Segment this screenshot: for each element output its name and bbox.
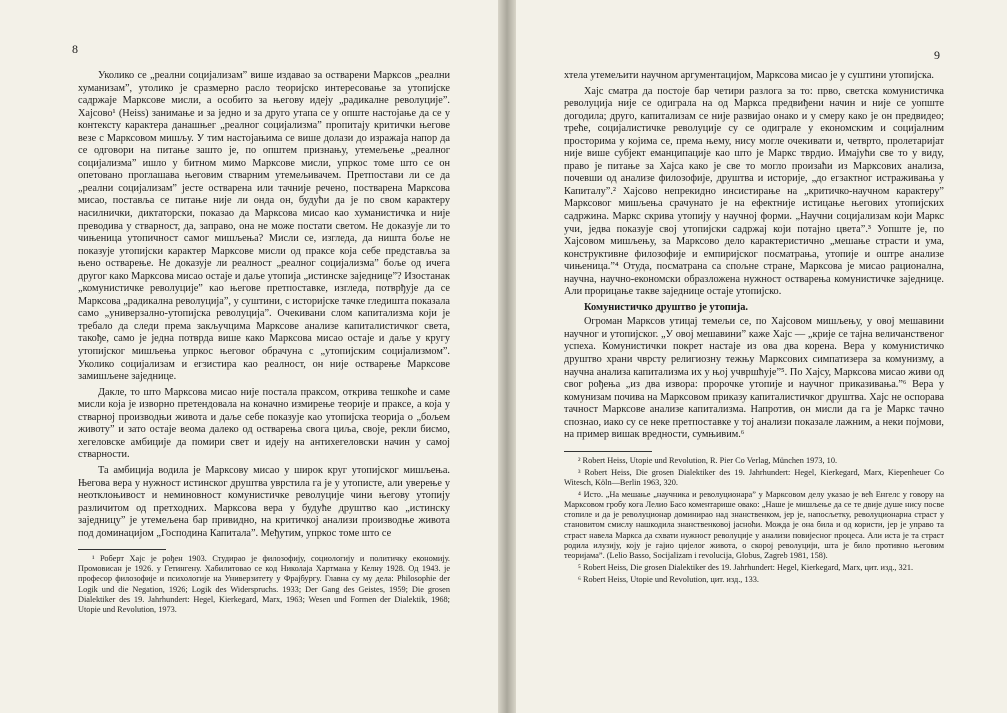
footnotes bbox=[78, 554, 450, 615]
footnote: ³ Robert Heiss, Die grosen Dialektiker des 19. Jahrhundert: Hegel, Kierkegard, Marx, Kiepenheuer Co Witesch, Köln—Berlin 1963, 320. bbox=[564, 467, 944, 488]
paragraph: Уколико се „реални социјализам” више издавао за остварени Марксов „реални хуманизам”, утолико је сразмерно расло теоријско интересовање за утопијске садржаје Марксове мисли, а особито за његову идеју „радикалне револуције”. Хајсово¹ (Heiss) занимање и за једно и за друго утапа се у опште настојање да се у контексту карактера данашњег „реалног социјализма” пропитају критички његове везе с Марксовом мишљу. У тим настојањима се више долази до изражаја напор да се одговори на питање зашто је, по општем признању, утемељење „реалног социјализма” ишло у битном мимо Марксове мисли, упркос томе што се он опетовано проглашава његовим стварним утемељивачем. Претпостави ли се да „реални социјализам” јесте остварена или тачније речено, постварена Марксова мисао, поставља се питање није ли онда он, будући да је по свом карактеру насилнички, диктаторски, показао да Марксова мисао као хуманистичка и није преводива у стварност, да, заправо, она не може постати светом. Не доказује ли то чињеница утопичност самог мишљења? Мисли се, изгледа, да ништа боље не показује утопијски карактер Марксове мисли од праксе која себе представља за њено остварење. Не доказује ли реалност „реалног социјализма” боље од ичега другог како Марксова мисао остаје и даље утопија „истинске заједнице”? Изостанак „комунистичке револуције” као његове претпоставке, изгледа, потврђује да се Марксова „радикална револуција”, у суштини, с историјске тачке гледишта показала само „универзално-утопијска револуција”. Очекивани слом капитализма који је требало да следи према закључцима Марксове анализе капиталистичког света, такође, само је једна потврда више како Марксова мисао остаје и даље у кругу утопијског мишљења упркос његовог обрачуна с „утопијским социјализмом”. Уколико социјализам и егзистира као реалност, он није остварење Марксове замишљене заједнице. bbox=[78, 70, 450, 383]
paragraph: Хајс сматра да постоје бар четири разлога за то: прво, светска комунистичка револуција није се одиграла на од Маркса предвиђени начин и није се уопште догодила; друго, капитализам се није развијао онако и у смеру како је он предвидео; треће, социјалистичке револуције су се одиграле у економским и социјалним просторима у којима се, према њему, нису могле очекивати и, четврто, пролетаријат није више субјект еманципације као што је Маркс тврдио. Имајући све то у виду, право је питање за Хајса како је све то могло произаћи из Марксових анализа, почевши од анализе филозофије, друштва и историје, „до егзактног истраживања у Капиталу”.² Хајсово непрекидно инсистирање на „критичко-научном карактеру” Марксовог мишљења срачунато је на ефектније истицање његових утопијских садржина. Маркс скрива утопију у научној форми. „Научни социјализам који Маркс учи, једва показује свој утопијски садржај који потајно цвета”.³ Уопште је, по Хајсовом мишљењу, за Марксово дело карактеристично „мешање страсти и ума, конструктивне филозофије и емпиријског посматрања, утопије и оштре анализе чињеница.”⁴ Отуда, посматрана са спољне стране, Марксова је мисао рационална, научна, научно-економски образложена нужност остварења комунистичке заједнице. Али прорицање такве заједнице остаје утопијско. bbox=[564, 85, 944, 298]
left-page-body bbox=[78, 70, 450, 615]
footnote: ² Robert Heiss, Utopie und Revolution, R. Pier Co Verlag, München 1973, 10. bbox=[578, 455, 838, 465]
paragraph: Огроман Марксов утицај темељи се, по Хајсовом мишљењу, у овој мешавини научног и утопијског. „У овој мешавини” каже Хајс — „крије се тајна величанственог успеха. Комунистички покрет настаје из ова два корена. Вера у комунистичко друштво храни чврсту религиозну тежњу Марксових симпатизера за комунизму, а научна анализа капитализма их у њој учвршћује”⁵. По Хајсу, Марксова мисао живи од свог рођења „из два извора: пророчке утопије и научног приказивања.”⁶ Вера у комунизам почива на Марксовом приказу капиталистичког друштва. Хајс не оспорава тачност Марксове анализе капитализма. Напротив, он мисли да га је Маркс тачно спознао, иако су се неке претпоставке у тој анализи показале лажним, а неки појмови, на пример вишак вредности, сумњивим.⁶ bbox=[564, 316, 944, 441]
footnote: ⁵ Robert Heiss, Die grosen Dialektiker des 19. Jahrhundert: Hegel, Kierkegard, Marx, цит. изд., 321. bbox=[578, 562, 914, 572]
paragraph: хтела утемељити научном аргументацијом, Марксова мисао је у суштини утопијска. bbox=[564, 70, 934, 81]
page-number: 9 bbox=[934, 48, 940, 62]
footnote-divider bbox=[564, 451, 652, 452]
page-number: 8 bbox=[72, 42, 78, 56]
right-page bbox=[516, 0, 1007, 713]
paragraph: Та амбиција водила је Марксову мисао у широк круг утопијског мишљења. Његова вера у нужност истинског друштва уврстила га је у утописте, али уверење у неотклоњивост и неминовност комунистичке револуције чини његову утопију различитом од претходних. Марксова вера у будуће друштво као „истинску заједницу” је утемељена бар привидно, на критичкој анализи производње живота под доминацијом „Господина Капитала”. Међутим, упркос томе што се bbox=[78, 464, 450, 539]
section-heading: Комунистичко друштво је утопија. bbox=[584, 301, 749, 313]
left-page bbox=[0, 0, 498, 713]
footnote: ¹ Роберт Хајс је рођен 1903. Студирао је филозофију, социологију и политичку економију. Промовисан је 1926. у Гетингену. Хабилитовао се код Николаја Хартмана у Келну 1928. Од 1943. је професор филозофије и психологије на Универзитету у Фрајбургу. Главна су му дела: Philosophie der Logik und die Negation, 1926; Logik des Widerspruchs. 1933; Der Gang des Geistes, 1959; Die grosen Dialektiker des 19. Jahrhundert: Hegel, Kierkegard, Marx, 1963; Wesen und Formen der Dialektik, 1968; Utopie und Revolution, 1973. bbox=[78, 554, 450, 614]
footnote: ⁴ Исто. „На мешање „научника и револуционара” у Марксовом делу указао је већ Енгелс у говору на Марксовом гробу кога Лелио Басо коментарише овако: „Наше је мишљење да се те двије душе нису посве стопиле и да је револуционар доминирао над знанственком, јер је, напосљетку, револуционарна страст у становитом смислу нашкодила знанственковој јасноћи. Можда је она била и од користи, јер је управо та страст навела Маркса да схвати нужност револуције у анализи повијесног процеса. Али иста је та страст родила илузију, коју је гајио цијелог живота, о скорој револуцији, шта је било противно његовим теоријама”. (Lelio Basso, Socijalizam i revolucija, Globus, Zagreb 1981, 158). bbox=[564, 490, 944, 560]
book-gutter bbox=[498, 0, 516, 713]
footnotes bbox=[564, 456, 944, 585]
footnote: ⁶ Robert Heiss, Utopie und Revolution, цит. изд., 133. bbox=[578, 574, 759, 584]
paragraph: Дакле, то што Марксова мисао није постала праксом, открива тешкоће и саме мисли која је изворно претендовала на коначно измирење теорије и праксе, а која у стварној производњи живота и даље себе показује као утопијска теорија о „бољем животу” и зато остаје веома далеко од остварења свога циља, своје, рекли бисмо, хегеловске амбиције да помири свет и идеју на антихегеловски начин у самој стварности. bbox=[78, 386, 450, 461]
right-page-body bbox=[564, 70, 944, 585]
footnote-divider bbox=[78, 549, 166, 550]
